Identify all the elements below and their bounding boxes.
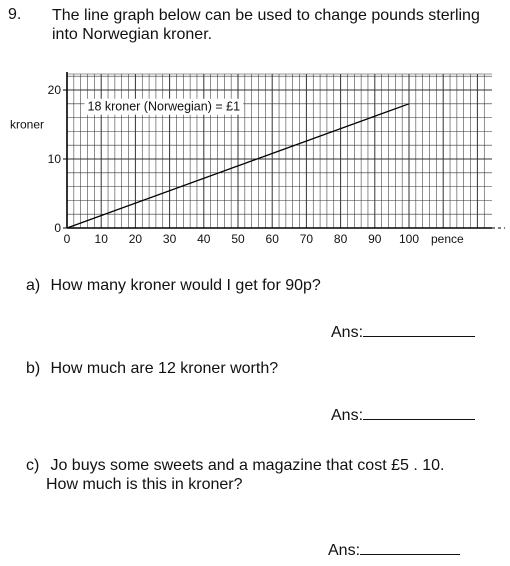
question-intro xyxy=(52,6,502,44)
y-axis-label: kroner xyxy=(10,117,45,132)
part-c-answer-blank[interactable] xyxy=(360,540,460,555)
x-axis-label: pence xyxy=(431,232,464,246)
part-a-answer-blank[interactable] xyxy=(363,322,475,337)
part-c-question-line-2: How much is this in kroner? xyxy=(46,476,243,493)
part-b xyxy=(26,359,278,379)
part-b-question: How much are 12 kroner worth? xyxy=(50,360,279,377)
x-tick-label: 60 xyxy=(265,232,279,246)
part-a-question: How many kroner would I get for 90p? xyxy=(50,277,321,294)
part-c-question: Jo buys some sweets and a magazine that cost £5 . 10. xyxy=(50,457,445,474)
intro-line-2: into Norwegian kroner. xyxy=(52,26,213,43)
x-tick-label: 50 xyxy=(231,232,245,246)
y-tick-label: 10 xyxy=(47,152,61,166)
part-c-answer-label: Ans: xyxy=(328,542,361,559)
x-tick-label: 10 xyxy=(94,232,108,246)
question-number: 9. xyxy=(8,6,22,23)
intro-line-1: The line graph below can be used to change pounds sterling xyxy=(52,7,480,24)
x-tick-label: 100 xyxy=(398,232,420,246)
part-b-answer-blank[interactable] xyxy=(363,405,475,420)
x-tick-label: 30 xyxy=(162,232,177,246)
part-a-answer-label: Ans: xyxy=(331,324,364,341)
x-tick-label: 80 xyxy=(333,232,348,246)
conversion-line-graph xyxy=(0,60,510,260)
part-b-answer-label: Ans: xyxy=(331,407,364,424)
part-c-answer xyxy=(328,540,460,560)
part-c xyxy=(26,456,444,476)
annotation-label: 18 kroner (Norwegian) = £1 xyxy=(87,99,241,114)
x-tick-label: 20 xyxy=(128,232,143,246)
x-tick-label: 40 xyxy=(197,232,211,246)
part-c-label: c) xyxy=(26,457,40,474)
part-b-answer xyxy=(331,405,475,425)
x-tick-label: 90 xyxy=(368,232,382,246)
part-a xyxy=(26,276,321,296)
y-tick-label: 20 xyxy=(47,83,61,97)
y-tick-label: 0 xyxy=(54,221,61,235)
x-tick-label: 0 xyxy=(63,232,71,246)
x-tick-label: 70 xyxy=(299,232,314,246)
part-a-answer xyxy=(331,322,475,342)
part-a-label: a) xyxy=(26,277,41,294)
part-b-label: b) xyxy=(26,360,41,377)
